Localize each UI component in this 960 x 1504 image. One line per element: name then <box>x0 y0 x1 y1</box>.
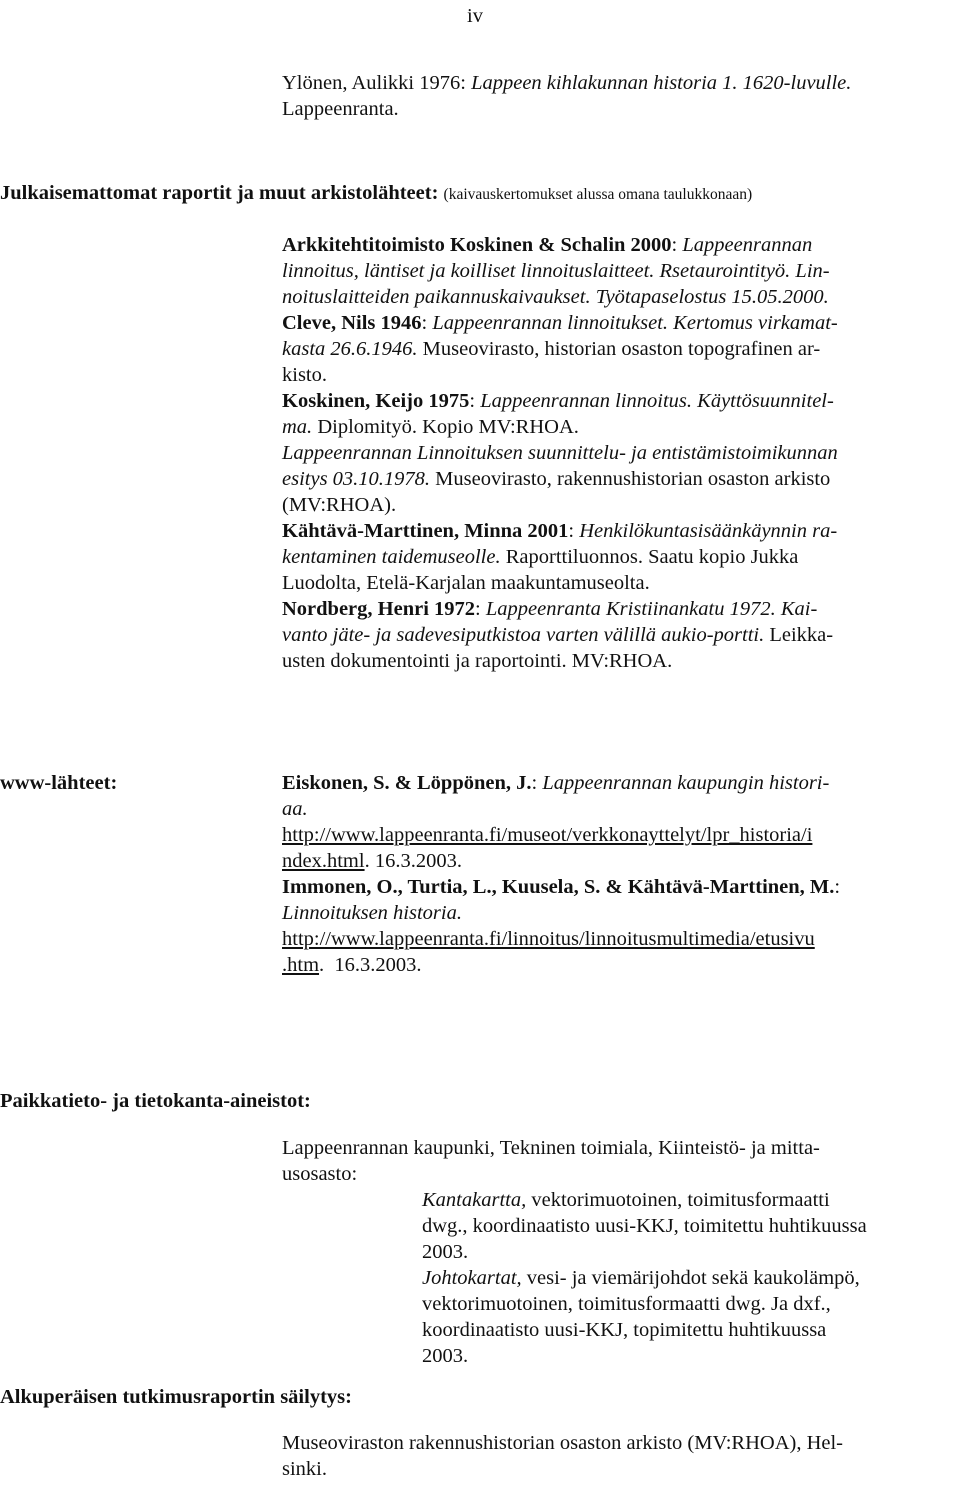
page-number: iv <box>467 5 483 27</box>
section-heading-gis: Paikkatieto- ja tietokanta-aineistot: <box>0 1090 311 1112</box>
reference-line: esitys 03.10.1978. Museovirasto, rakennushistorian osaston arkisto <box>282 468 831 490</box>
url-link[interactable]: http://www.lappeenranta.fi/museot/verkkonayttelyt/lpr_historia/i <box>282 824 813 846</box>
reference-line: Eiskonen, S. & Löppönen, J.: Lappeenrannan kaupungin histori- <box>282 772 830 794</box>
reference-line: 2003. <box>422 1241 469 1263</box>
section-heading-unpublished: Julkaisemattomat raportit ja muut arkistolähteet: (kaivauskertomukset alussa omana taulukkonaan) <box>0 182 753 204</box>
reference-author: Ylönen, Aulikki 1976 <box>282 72 461 94</box>
reference-line: koordinaatisto uusi-KKJ, topimitettu huhtikuussa <box>422 1319 827 1341</box>
reference-line: Lappeenrannan Linnoituksen suunnittelu- ja entistämistoimikunnan <box>282 442 838 464</box>
url-link[interactable]: .htm <box>282 954 320 976</box>
reference-line: Arkkitehtitoimisto Koskinen & Schalin 2000: Lappeenrannan <box>282 234 813 256</box>
reference-line: Cleve, Nils 1946: Lappeenrannan linnoitukset. Kertomus virkamat- <box>282 312 838 334</box>
reference-line: Luodolta, Etelä-Karjalan maakuntamuseolta. <box>282 572 650 594</box>
reference-line: Koskinen, Keijo 1975: Lappeenrannan linnoitus. Käyttösuunnitel- <box>282 390 834 412</box>
reference-line: vanto jäte- ja sadevesiputkistoa varten välillä aukio-portti. Leikka- <box>282 624 834 646</box>
reference-line: kasta 26.6.1946. Museovirasto, historian osaston topografinen ar- <box>282 338 821 360</box>
reference-line: ndex.html. 16.3.2003. <box>282 850 462 872</box>
url-link[interactable]: ndex.html <box>282 850 365 872</box>
reference-line: ma. Diplomityö. Kopio MV:RHOA. <box>282 416 579 438</box>
reference-line: Lappeenrannan kaupunki, Tekninen toimiala, Kiinteistö- ja mitta- <box>282 1137 820 1159</box>
reference-line: Kantakartta, vektorimuotoinen, toimitusformaatti <box>422 1189 830 1211</box>
reference-line: (MV:RHOA). <box>282 494 397 516</box>
reference-line: .htm. 16.3.2003. <box>282 954 422 976</box>
section-heading-www: www-lähteet: <box>0 772 118 794</box>
reference-line: kentaminen taidemuseolle. Raporttiluonnos. Saatu kopio Jukka <box>282 546 799 568</box>
reference-line: Nordberg, Henri 1972: Lappeenranta Kristiinankatu 1972. Kai- <box>282 598 818 620</box>
reference-line: usosasto: <box>282 1163 358 1185</box>
reference-place: Lappeenranta. <box>282 98 399 120</box>
reference-line: linnoitus, läntiset ja koilliset linnoituslaitteet. Rsetaurointityö. Lin- <box>282 260 830 282</box>
reference-line: sinki. <box>282 1458 327 1480</box>
reference-line: kisto. <box>282 364 327 386</box>
reference-line: aa. <box>282 798 308 820</box>
reference-line: Linnoituksen historia. <box>282 902 462 924</box>
reference-line: Museoviraston rakennushistorian osaston arkisto (MV:RHOA), Hel- <box>282 1432 844 1454</box>
reference-line: usten dokumentointi ja raportointi. MV:RHOA. <box>282 650 673 672</box>
reference-line: Johtokartat, vesi- ja viemärijohdot sekä kaukolämpö, <box>422 1267 860 1289</box>
reference-line: vektorimuotoinen, toimitusformaatti dwg. Ja dxf., <box>422 1293 831 1315</box>
url-link[interactable]: http://www.lappeenranta.fi/linnoitus/linnoitusmultimedia/etusivu <box>282 928 815 950</box>
reference-line: noituslaitteiden paikannuskaivaukset. Työtapaselostus 15.05.2000. <box>282 286 829 308</box>
reference-title: Lappeen kihlakunnan historia 1. 1620-luvulle. <box>471 72 852 94</box>
section-note: (kaivauskertomukset alussa omana taulukkonaan) <box>443 186 753 203</box>
reference-line: Kähtävä-Marttinen, Minna 2001: Henkilökuntasisäänkäynnin ra- <box>282 520 838 542</box>
section-heading-storage: Alkuperäisen tutkimusraportin säilytys: <box>0 1386 352 1408</box>
reference-line: dwg., koordinaatisto uusi-KKJ, toimitettu huhtikuussa <box>422 1215 867 1237</box>
reference-line: 2003. <box>422 1345 469 1367</box>
reference-line: Immonen, O., Turtia, L., Kuusela, S. & Kähtävä-Marttinen, M.: <box>282 876 841 898</box>
